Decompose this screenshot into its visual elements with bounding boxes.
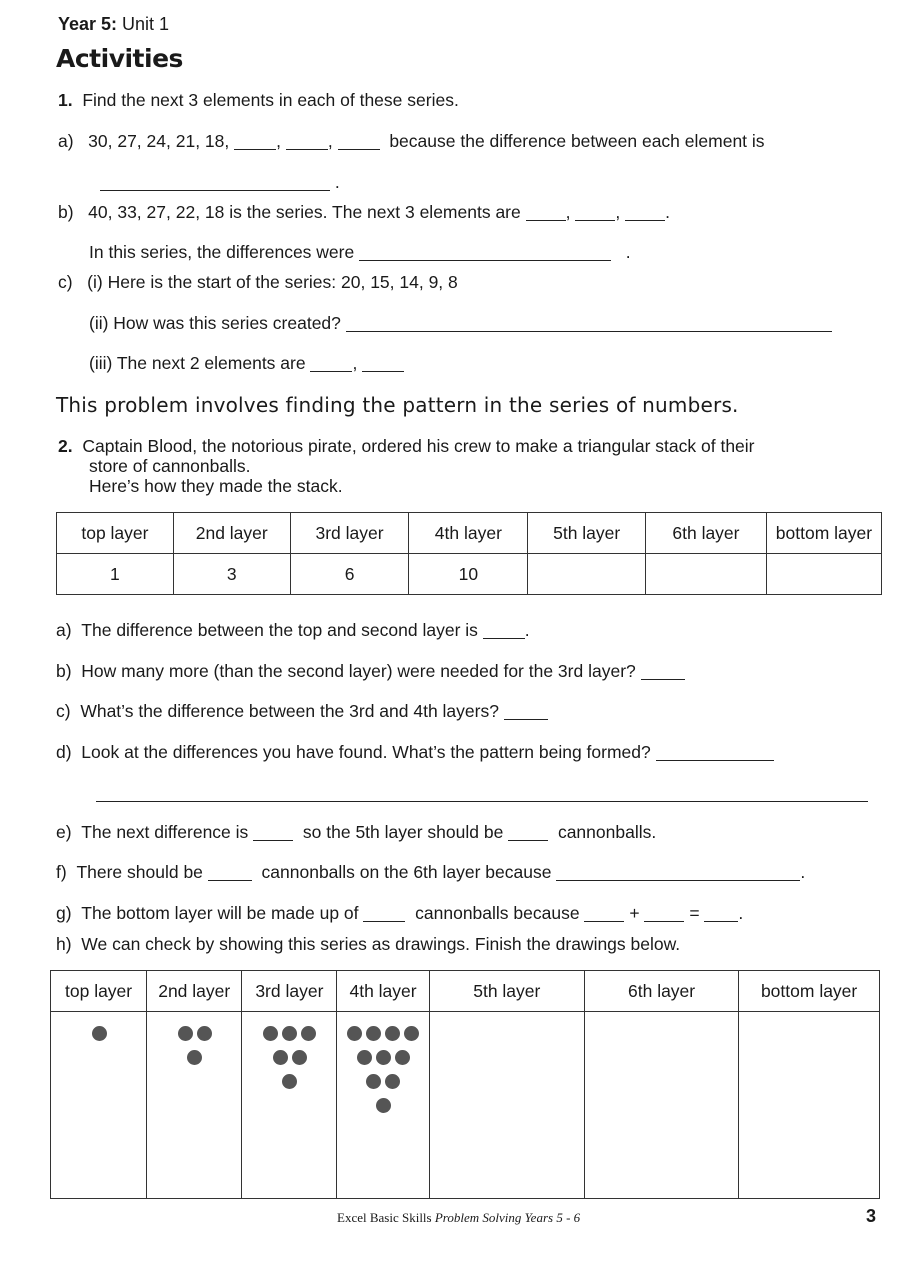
- drawing-cell: [147, 1012, 242, 1199]
- answer-blank[interactable]: [310, 354, 352, 373]
- page-title: Activities: [56, 44, 183, 73]
- layer-header: 3rd layer: [290, 513, 409, 554]
- answer-blank[interactable]: [286, 132, 328, 151]
- cannonball-dot: [263, 1026, 278, 1041]
- cannonball-dot: [376, 1098, 391, 1113]
- q2b: b) How many more (than the second layer) were needed for the 3rd layer?: [56, 661, 685, 682]
- q1c-iii: (iii) The next 2 elements are ,: [89, 353, 404, 374]
- answer-blank[interactable]: [338, 132, 380, 151]
- drawing-cell[interactable]: [739, 1012, 880, 1199]
- layer-header: 6th layer: [646, 513, 767, 554]
- footer-credit: Excel Basic Skills Problem Solving Years 5 - 6: [337, 1210, 581, 1225]
- drawing-header: 2nd layer: [147, 971, 242, 1012]
- layer-header: 2nd layer: [173, 513, 290, 554]
- q1b: b) 40, 33, 27, 22, 18 is the series. The next 3 elements are , , .: [58, 202, 670, 222]
- layer-count-table: [56, 512, 882, 595]
- q1c: c) (i) Here is the start of the series: 20, 15, 14, 9, 8: [58, 272, 458, 292]
- answer-blank[interactable]: [359, 243, 611, 262]
- cannonball-dot: [187, 1050, 202, 1065]
- answer-blank[interactable]: [483, 621, 525, 640]
- layer-header: top layer: [57, 513, 174, 554]
- layer-count-cell: 10: [409, 554, 528, 595]
- cannonball-dot: [282, 1074, 297, 1089]
- cannonball-dot: [347, 1026, 362, 1041]
- drawing-cell: [337, 1012, 429, 1199]
- drawing-header: 4th layer: [337, 971, 429, 1012]
- drawing-header: top layer: [51, 971, 147, 1012]
- cannonball-dot: [385, 1074, 400, 1089]
- q2e: e) The next difference is so the 5th layer should be cannonballs.: [56, 822, 657, 842]
- layer-header: 5th layer: [528, 513, 646, 554]
- question-1: 1. Find the next 3 elements in each of these series.: [58, 90, 459, 110]
- layer-count-cell[interactable]: [766, 554, 881, 595]
- cannonball-dot: [273, 1050, 288, 1065]
- answer-blank[interactable]: [362, 354, 404, 373]
- q1a-difference-line[interactable]: .: [100, 172, 340, 193]
- cannonball-dot: [282, 1026, 297, 1041]
- layer-header: bottom layer: [766, 513, 881, 554]
- q1b-differences: In this series, the differences were .: [89, 242, 631, 262]
- cannonball-dot: [197, 1026, 212, 1041]
- cannonball-dot: [366, 1026, 381, 1041]
- cannonball-dot: [92, 1026, 107, 1041]
- cannonball-dot: [404, 1026, 419, 1041]
- answer-blank[interactable]: [625, 203, 665, 222]
- drawing-cell[interactable]: [429, 1012, 584, 1199]
- q2c: c) What’s the difference between the 3rd and 4th layers?: [56, 701, 548, 722]
- drawing-header: bottom layer: [739, 971, 880, 1012]
- drawing-header: 5th layer: [429, 971, 584, 1012]
- answer-blank[interactable]: [508, 823, 548, 842]
- q2f: f) There should be cannonballs on the 6th layer because .: [56, 862, 806, 882]
- answer-blank[interactable]: [234, 132, 276, 151]
- drawing-header: 3rd layer: [242, 971, 337, 1012]
- layer-count-cell: 1: [57, 554, 174, 595]
- q2g: g) The bottom layer will be made up of cannonballs because + = .: [56, 903, 744, 923]
- q2d-continuation-line[interactable]: [96, 783, 868, 804]
- unit-label: Year 5: Unit 1: [58, 14, 170, 34]
- q1c-ii: (ii) How was this series created?: [89, 313, 832, 334]
- answer-blank[interactable]: [584, 904, 624, 923]
- cannonball-dot: [301, 1026, 316, 1041]
- layer-count-cell[interactable]: [528, 554, 646, 595]
- answer-blank[interactable]: [208, 863, 252, 882]
- cannonball-dot: [385, 1026, 400, 1041]
- answer-blank[interactable]: [641, 662, 685, 681]
- cannonball-dot: [178, 1026, 193, 1041]
- answer-blank[interactable]: [644, 904, 684, 923]
- q2d: d) Look at the differences you have found. What’s the pattern being formed?: [56, 742, 774, 763]
- answer-blank[interactable]: [253, 823, 293, 842]
- q2h: h) We can check by showing this series as drawings. Finish the drawings below.: [56, 934, 681, 954]
- drawing-cell: [51, 1012, 147, 1199]
- answer-blank[interactable]: [656, 743, 774, 762]
- layer-count-cell: 3: [173, 554, 290, 595]
- answer-blank[interactable]: [575, 203, 615, 222]
- layer-header: 4th layer: [409, 513, 528, 554]
- answer-blank[interactable]: [504, 702, 548, 721]
- answer-blank[interactable]: [346, 314, 832, 333]
- drawing-header: 6th layer: [584, 971, 738, 1012]
- page-number: 3: [866, 1206, 877, 1226]
- cannonball-drawing-table: [50, 970, 880, 1199]
- cannonball-dot: [376, 1050, 391, 1065]
- q1a: a) 30, 27, 24, 21, 18, , , because the difference between each element is: [58, 131, 765, 151]
- cannonball-dot: [357, 1050, 372, 1065]
- answer-blank[interactable]: [556, 863, 800, 882]
- answer-blank[interactable]: [526, 203, 566, 222]
- layer-count-cell: 6: [290, 554, 409, 595]
- q2a: a) The difference between the top and second layer is .: [56, 620, 530, 640]
- drawing-cell[interactable]: [584, 1012, 738, 1199]
- cannonball-dot: [366, 1074, 381, 1089]
- cannonball-dot: [395, 1050, 410, 1065]
- answer-blank[interactable]: [363, 904, 405, 923]
- answer-blank[interactable]: [704, 904, 738, 923]
- drawing-cell: [242, 1012, 337, 1199]
- hint-note: This problem involves finding the pattern in the series of numbers.: [56, 393, 739, 417]
- question-2: 2. Captain Blood, the notorious pirate, ordered his crew to make a triangular stack of their store of cannonballs. Here’s how they made the stack.: [58, 436, 755, 496]
- cannonball-dot: [292, 1050, 307, 1065]
- layer-count-cell[interactable]: [646, 554, 767, 595]
